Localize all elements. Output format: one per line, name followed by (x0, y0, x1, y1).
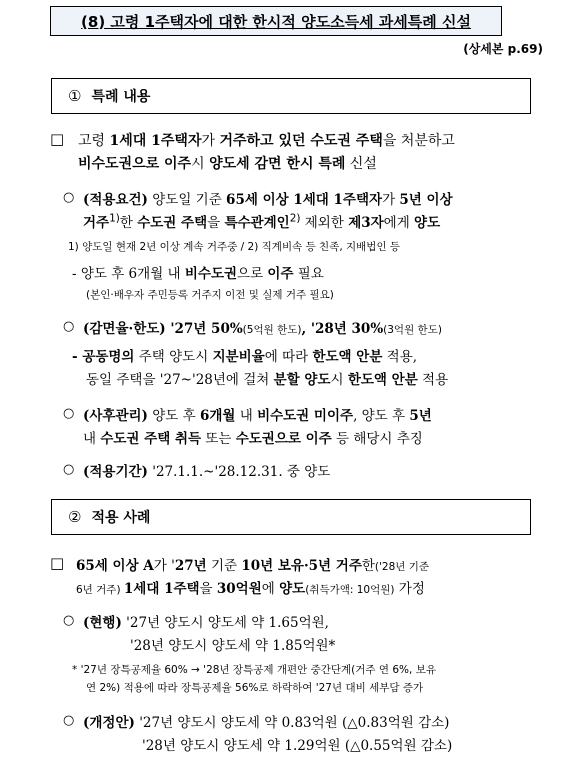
section-2-title: 적용 사례 (91, 510, 151, 526)
section-1-number: ① (68, 87, 82, 105)
period-line: (적용기간) '27.1.1.~'28.12.31. 중 양도 (83, 464, 331, 480)
revised-line-1: (개정안) '27년 양도시 양도세 약 0.83억원 (△0.83억원 감소) (83, 715, 450, 731)
post-management-label: (사후관리) (83, 408, 148, 424)
title-box (50, 6, 502, 36)
post-management-line-2: 내 수도권 주택 취득 또는 수도권으로 이주 등 해당시 추징 (83, 431, 423, 447)
requirements-line-2: 거주$^{1)}$한 수도권 주택을 특수관계인$^{2)}$ 제외한 제3자에게 양도 (83, 212, 441, 231)
current-line-2: '28년 양도시 양도세 약 1.85억원* (130, 638, 336, 654)
revised-label: (개정안) (83, 715, 135, 731)
section-2-number: ② (68, 508, 82, 526)
square-bullet-icon: □ (50, 130, 65, 148)
post-management-line-1: (사후관리) 양도 후 6개월 내 비수도권 미이주, 양도 후 5년 (83, 408, 432, 424)
case-line-2: 6년 거주) 1세대 1주택을 30억원에 양도(취득가액: 10억원) 가정 (76, 581, 425, 597)
reduction-line-1: (감면율·한도) '27년 50%(5억원 한도), '28년 30%(3억원 한도) (83, 321, 442, 337)
case-line-1: 65세 이상 A가 '27년 기준 10년 보유·5년 거주한('28년 기준 (76, 558, 430, 574)
current-line-1: (현행) '27년 양도시 양도세 약 1.65억원, (83, 615, 329, 631)
circle-bullet-icon: ○ (63, 713, 75, 728)
requirements-dash-line-1: - 양도 후 6개월 내 비수도권으로 이주 필요 (72, 266, 324, 282)
section-2-header (51, 499, 531, 535)
current-note-line-1: * '27년 장특공제율 60% → '28년 장특공제 개편안 중간단계(거주 연 6%, 보유 (72, 664, 436, 676)
section-1-title: 특례 내용 (91, 89, 151, 105)
intro-line-2: 비수도권으로 이주시 양도세 감면 한시 특례 신설 (78, 156, 377, 172)
intro-line-1: 고령 1세대 1주택자가 거주하고 있던 수도권 주택을 처분하고 (78, 133, 455, 149)
requirements-line-1: (적용요건) 양도일 기준 65세 이상 1세대 1주택자가 5년 이상 (83, 192, 453, 208)
requirements-label: (적용요건) (83, 192, 148, 208)
page-reference: (상세본 p.69) (463, 42, 543, 56)
requirements-footnote: 1) 양도일 현재 2년 이상 계속 거주중 / 2) 직계비속 등 친족, 지배법인 등 (68, 241, 401, 253)
document-title: (8) 고령 1주택자에 대한 한시적 양도소득세 과세특례 신설 (81, 12, 471, 31)
circle-bullet-icon: ○ (63, 319, 75, 334)
revised-line-2: '28년 양도시 양도세 약 1.29억원 (△0.55억원 감소) (142, 738, 453, 754)
reduction-label: (감면율·한도) (83, 321, 166, 337)
circle-bullet-icon: ○ (63, 406, 75, 421)
circle-bullet-icon: ○ (63, 190, 75, 205)
circle-bullet-icon: ○ (63, 613, 75, 628)
square-bullet-icon: □ (50, 554, 65, 572)
requirements-dash-line-2: (본인·배우자 주민등록 거주지 이전 및 실제 거주 필요) (86, 289, 334, 301)
current-note-line-2: 연 2%) 적용에 따라 장특공제율 56%로 하락하여 '27년 대비 세부담 증가 (86, 682, 424, 694)
section-1-header (51, 78, 531, 114)
current-label: (현행) (83, 615, 122, 631)
reduction-dash-line-1: - 공동명의 주택 양도시 지분비율에 따라 한도액 안분 적용, (72, 349, 418, 365)
circle-bullet-icon: ○ (63, 462, 75, 477)
reduction-dash-line-2: 동일 주택을 '27~'28년에 걸쳐 분할 양도시 한도액 안분 적용 (86, 372, 449, 388)
period-label: (적용기간) (83, 464, 148, 480)
